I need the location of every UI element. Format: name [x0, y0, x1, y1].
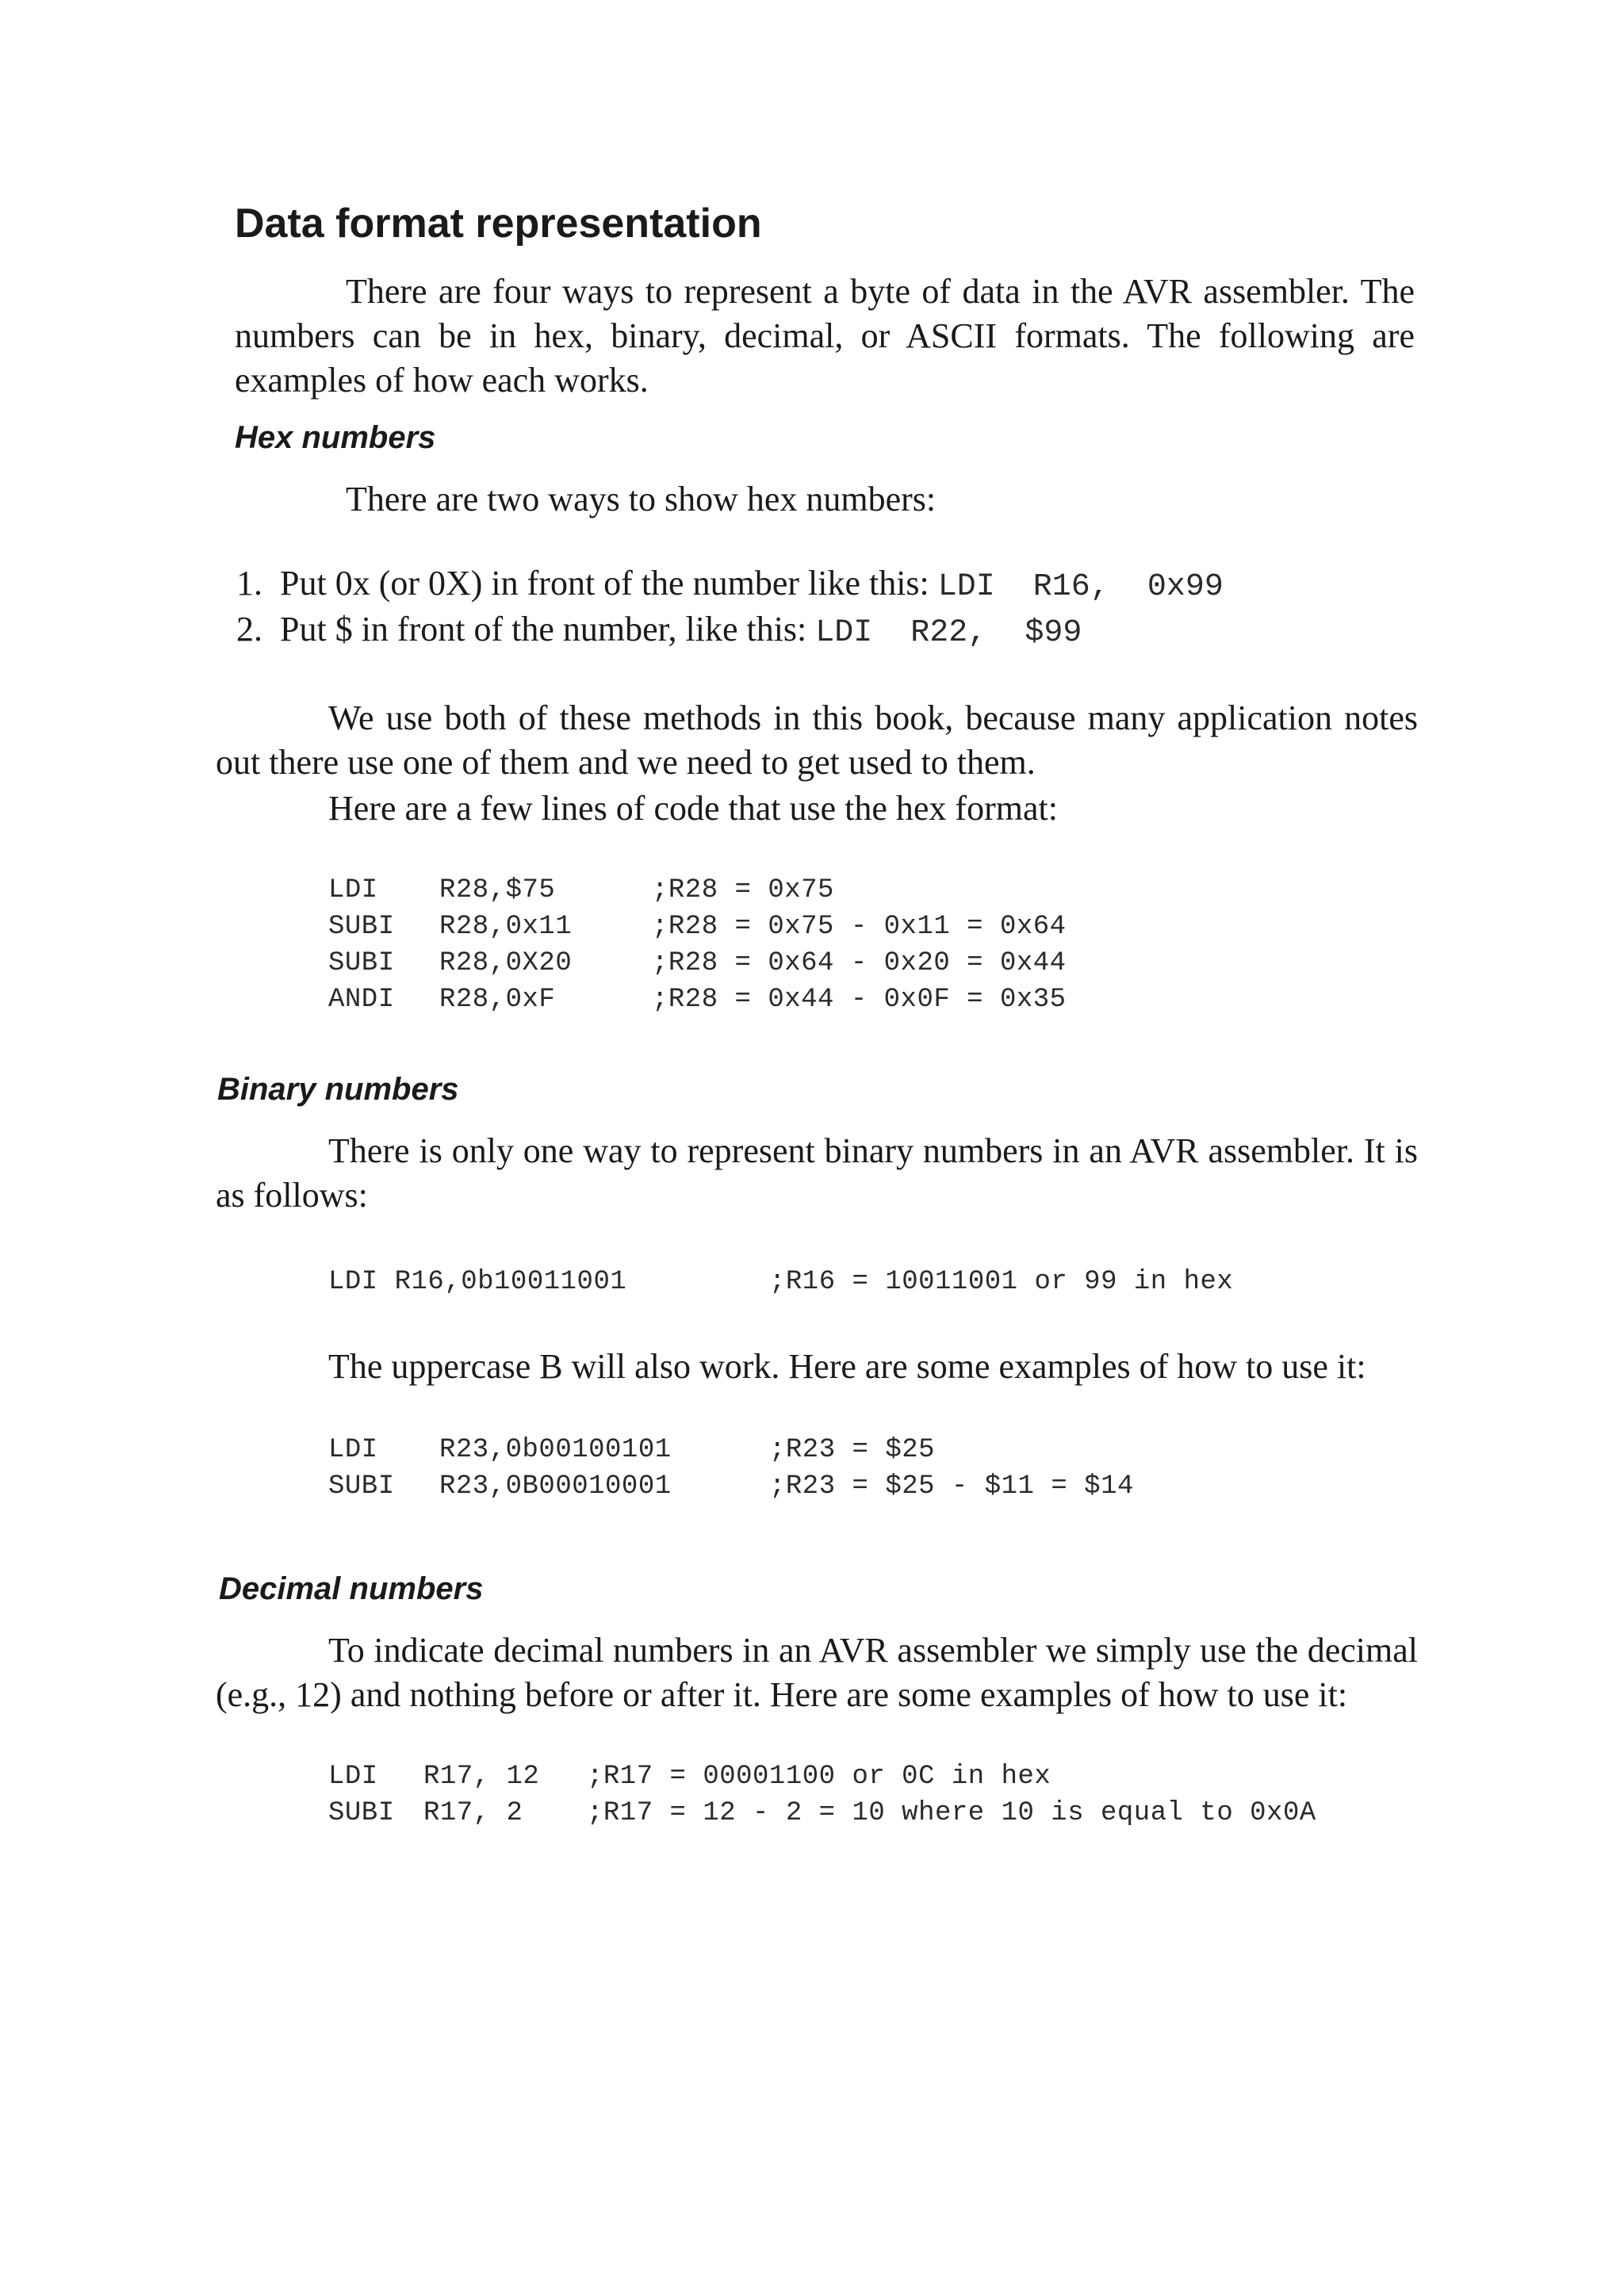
code-line: SUBI R28,0X20 ;R28 = 0x64 - 0x20 = 0x44 — [328, 948, 1067, 978]
code-line: LDI R28,$75 ;R28 = 0x75 — [328, 875, 834, 905]
code-line: SUBI R23,0B00010001 ;R23 = $25 - $11 = $14 — [328, 1471, 1134, 1502]
binary-paragraph-1: There is only one way to represent binary numbers in an AVR assembler. It is as follows: — [216, 1131, 1418, 1215]
hex-paragraph-1: We use both of these methods in this book, because many application notes out there use one of them and we need to get used to them. — [216, 698, 1418, 782]
code-line: LDI R23,0b00100101 ;R23 = $25 — [328, 1435, 936, 1465]
hex-heading: Hex numbers — [235, 420, 436, 455]
code-line: SUBI R17, 2 ;R17 = 12 - 2 = 10 where 10 is equal to 0x0A — [328, 1798, 1316, 1828]
decimal-code-block — [328, 1758, 1423, 1831]
intro-paragraph: There are four ways to represent a byte of data in the AVR assembler. The numbers can be in hex, binary, decimal, or ASCII formats. The following are examples of how each works. — [235, 272, 1415, 400]
binary-paragraph-2: The uppercase B will also work. Here are some examples of how to use it: — [328, 1347, 1366, 1386]
binary-code-block-1 — [328, 1264, 1359, 1300]
hex-code-block — [328, 872, 1280, 1018]
hex-paragraph-2: Here are a few lines of code that use the hex format: — [328, 789, 1058, 828]
decimal-paragraph-1: To indicate decimal numbers in an AVR assembler we simply use the decimal (e.g., 12) and nothing before or after it. Here are some examples of how to use it: — [216, 1631, 1418, 1714]
binary-code-block-2 — [328, 1432, 1359, 1505]
code-line: ANDI R28,0xF ;R28 = 0x44 - 0x0F = 0x35 — [328, 985, 1067, 1015]
binary-heading: Binary numbers — [217, 1072, 459, 1107]
hex-list-item: 1. Put 0x (or 0X) in front of the number like this: LDI R16, 0x99 — [236, 564, 1224, 605]
page-title: Data format representation — [235, 201, 762, 247]
hex-lead: There are two ways to show hex numbers: — [346, 480, 936, 519]
code-line: SUBI R28,0x11 ;R28 = 0x75 - 0x11 = 0x64 — [328, 912, 1067, 942]
code-line: LDI R17, 12 ;R17 = 00001100 or 0C in hex — [328, 1762, 1051, 1792]
decimal-heading: Decimal numbers — [219, 1571, 484, 1606]
code-line: LDI R16,0b10011001 ;R16 = 10011001 or 99 in hex — [328, 1267, 1234, 1297]
hex-list-item: 2. Put $ in front of the number, like this: LDI R22, $99 — [236, 610, 1082, 651]
